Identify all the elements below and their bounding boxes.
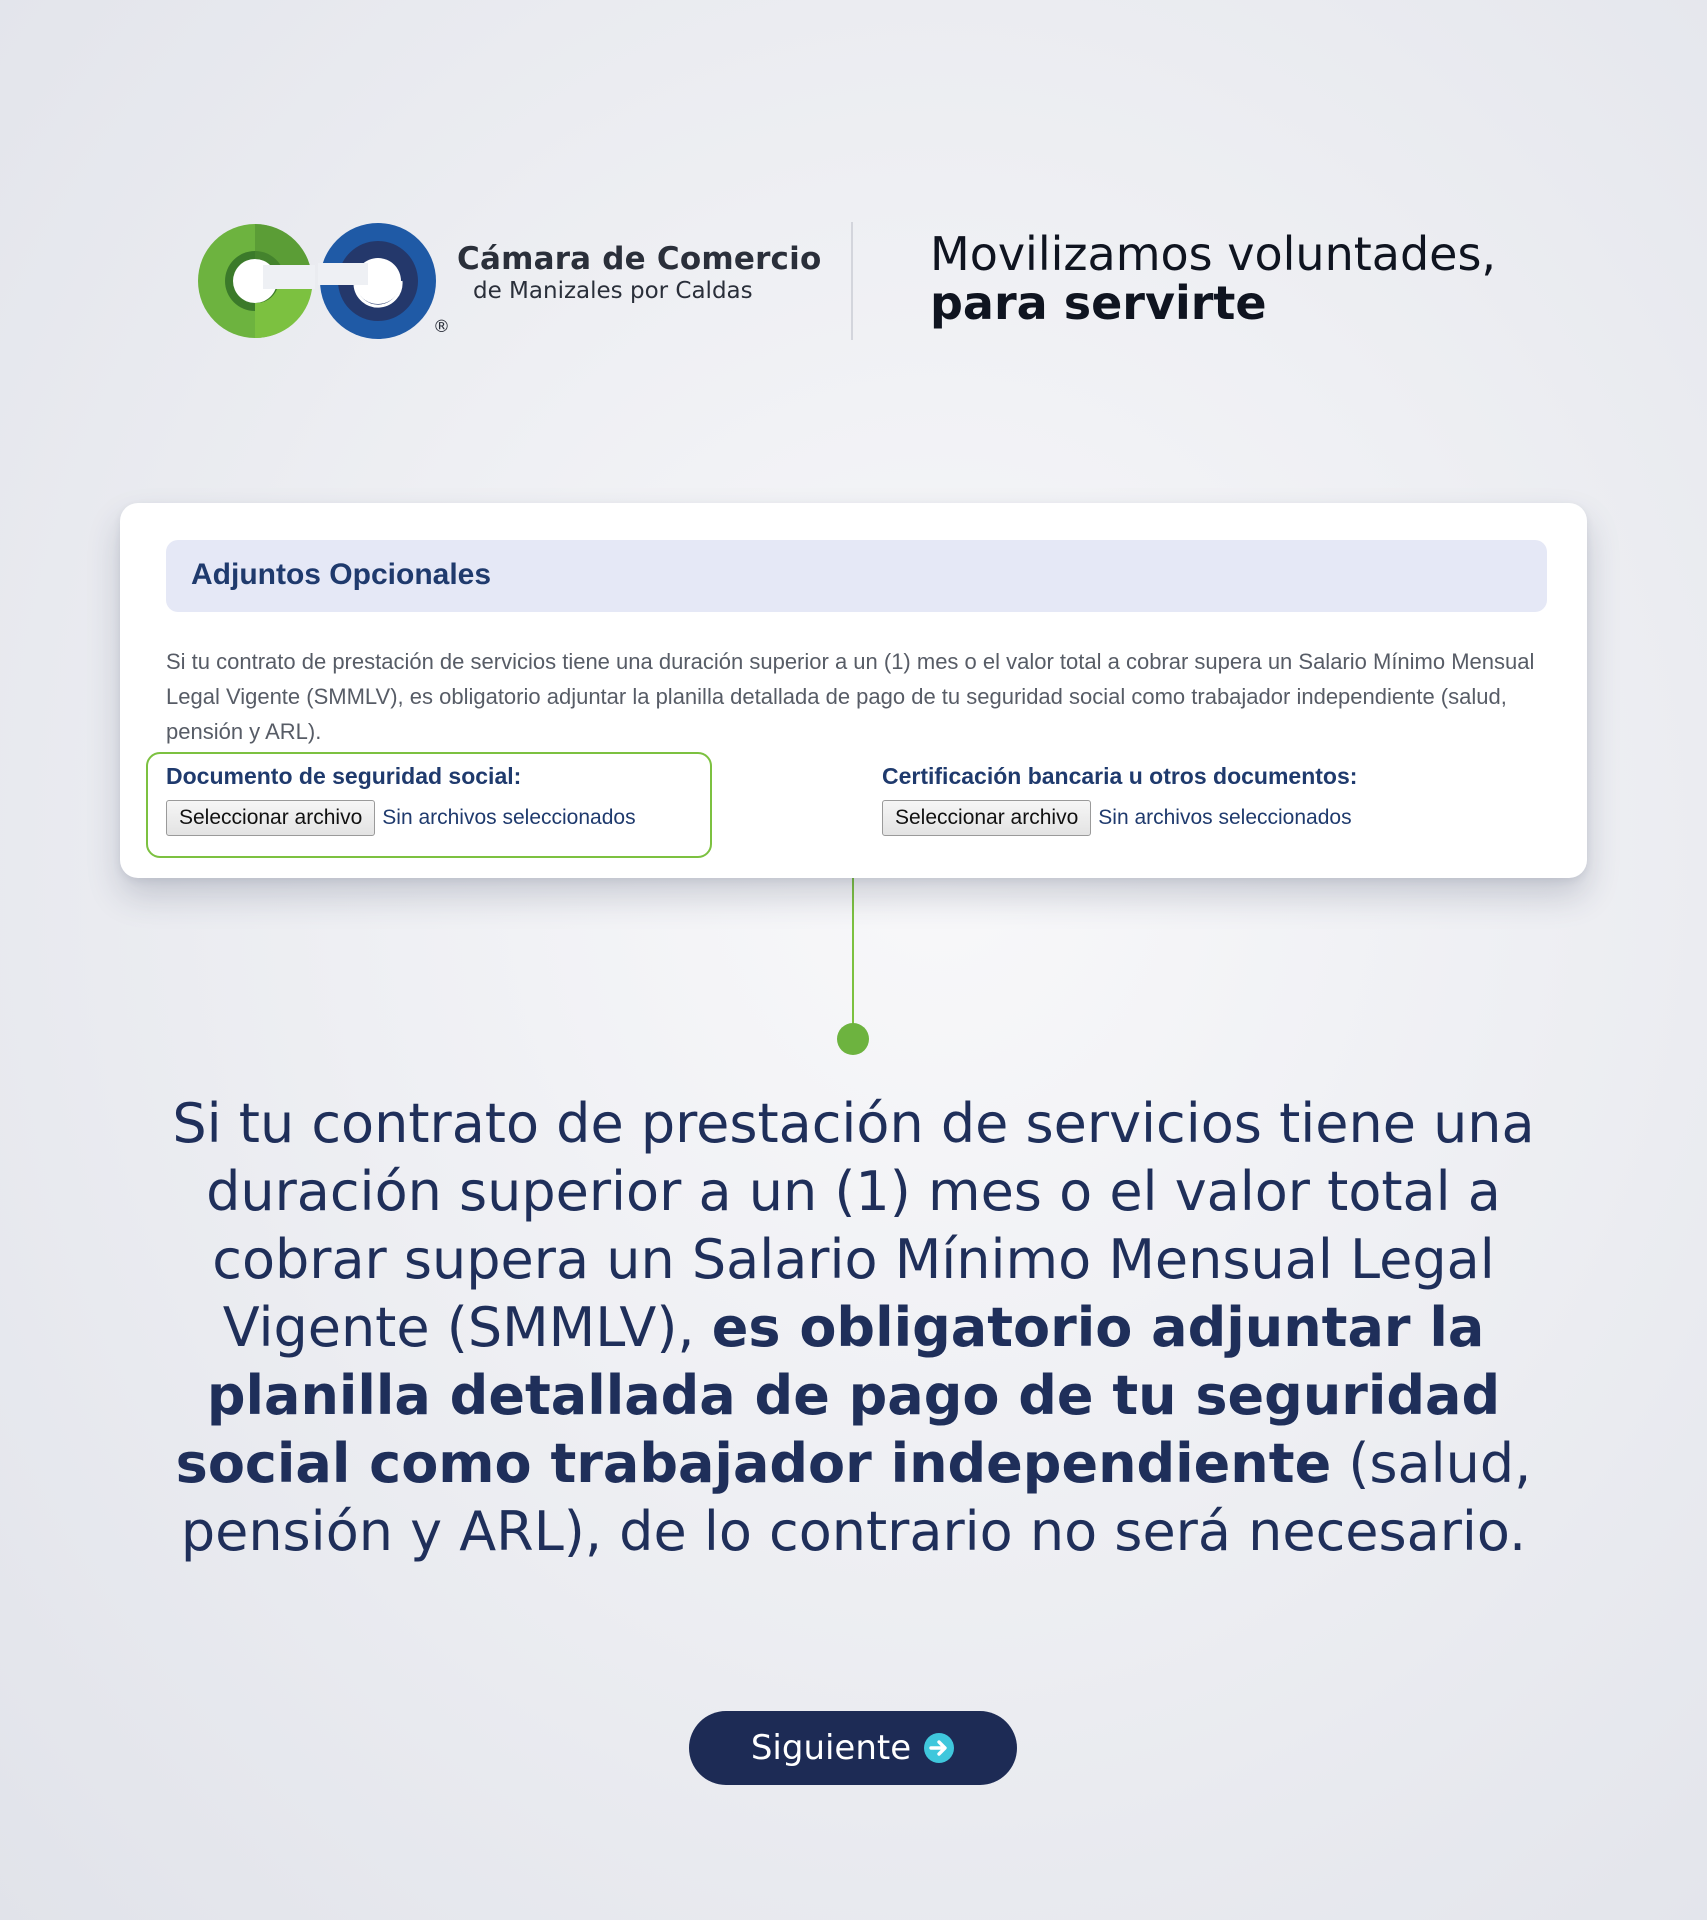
tagline (930, 227, 1497, 330)
file-input-row (166, 800, 636, 836)
header-divider (851, 222, 853, 340)
registered-mark: ® (433, 317, 450, 337)
section-title: Adjuntos Opcionales (191, 558, 492, 591)
next-button-label: Siguiente (750, 1728, 912, 1768)
file-status: Sin archivos seleccionados (1098, 806, 1352, 829)
logo-icon (195, 217, 450, 347)
arrow-right-circle-icon (923, 1732, 955, 1764)
main-message (150, 1090, 1557, 1566)
bank-certification-field (882, 763, 1357, 836)
file-status: Sin archivos seleccionados (382, 806, 636, 829)
message-text-end: (salud, pensión y ARL), de lo contrario no será necesario. (180, 1432, 1532, 1563)
message-text-start: Si tu contrato de prestación de servicios tiene una duración superior a un (1) mes o el valor total a cobrar supera un Salario Mínimo Mensual Legal Vigente (SMMLV), (172, 1092, 1535, 1359)
message-text-bold: es obligatorio adjuntar la planilla detallada de pago de tu seguridad social como trabajador independiente (175, 1296, 1501, 1495)
callout-dot (837, 1023, 869, 1055)
brand-name-line1: Cámara de Comercio (457, 241, 822, 277)
section-description: Si tu contrato de prestación de servicios tiene una duración superior a un (1) mes o el valor total a cobrar supera un Salario Mínimo Mensual Legal Vigente (SMMLV), es obligatorio adjuntar la planilla detallada de pago de tu seguridad social como trabajador independiente (salud, pensión y ARL). (166, 649, 1535, 744)
brand-header (195, 215, 1545, 345)
tagline-line1: Movilizamos voluntades, (930, 227, 1497, 281)
tagline-line2: para servirte (930, 276, 1267, 330)
brand-name-line2: de Manizales por Caldas (473, 278, 753, 304)
select-file-button[interactable]: Seleccionar archivo (882, 800, 1091, 836)
section-header (166, 540, 1547, 612)
file-input-row (882, 800, 1357, 836)
form-screenshot-card (120, 503, 1587, 878)
social-security-field (166, 763, 636, 836)
select-file-button[interactable]: Seleccionar archivo (166, 800, 375, 836)
bank-certification-label: Certificación bancaria u otros documentos: (882, 763, 1358, 789)
next-button[interactable] (689, 1711, 1017, 1785)
brand-name (457, 241, 822, 304)
social-security-label: Documento de seguridad social: (166, 763, 522, 789)
